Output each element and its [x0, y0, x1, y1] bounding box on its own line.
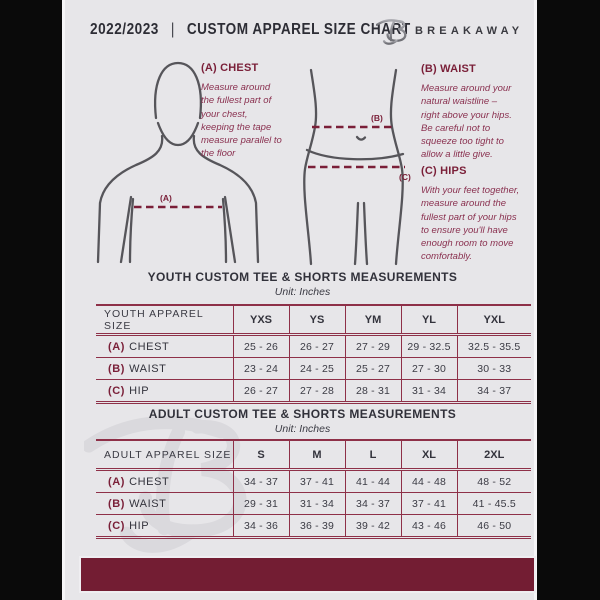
youth-size-table — [96, 304, 531, 404]
hips-line-label: (C) — [399, 172, 411, 182]
waist-hips-figure — [295, 60, 419, 266]
title-separator: | — [170, 21, 175, 38]
measurement-value-cell: 24 - 25 — [289, 358, 345, 380]
size-header-cell: YS — [289, 305, 345, 335]
size-column-header: ADULT APPAREL SIZE — [104, 448, 232, 461]
row-letter-prefix: (C) — [108, 519, 126, 532]
measurement-row — [96, 335, 531, 358]
size-header-cell: YXS — [233, 305, 289, 335]
row-label-cell: (B) WAIST — [108, 497, 167, 510]
chest-text: Measure around the fullest part of your chest, keeping the tape measure parallel to the floor — [201, 82, 282, 160]
measurement-row — [96, 493, 531, 515]
waist-heading: (B) WAIST — [421, 63, 476, 75]
measurement-row — [96, 470, 531, 493]
adult-table-title: ADULT CUSTOM TEE & SHORTS MEASUREMENTS — [148, 407, 457, 421]
youth-table-unit: Unit: Inches — [274, 286, 331, 298]
size-header-cell: 2XL — [457, 440, 531, 470]
measurement-row — [96, 515, 531, 538]
row-label-cell: (C) HIP — [108, 519, 150, 532]
breakaway-b-logo-icon — [376, 14, 408, 48]
chest-instructions — [201, 62, 283, 161]
measurement-value-cell: 37 - 41 — [401, 493, 457, 515]
measurement-value-cell: 32.5 - 35.5 — [457, 335, 531, 358]
chart-sheet — [62, 0, 537, 600]
measurement-value-cell: 34 - 37 — [457, 380, 531, 403]
row-letter-prefix: (A) — [108, 475, 126, 488]
title-year: 2022/2023 — [90, 21, 159, 38]
measurement-value-cell: 26 - 27 — [289, 335, 345, 358]
measurement-value-cell: 36 - 39 — [289, 515, 345, 538]
measurement-row — [96, 380, 531, 403]
size-header-cell: M — [289, 440, 345, 470]
left-black-edge — [0, 0, 62, 600]
row-label-cell: (C) HIP — [108, 384, 150, 397]
row-letter-prefix: (A) — [108, 340, 126, 353]
size-column-header: YOUTH APPAREL SIZE — [104, 307, 204, 332]
chest-line-label: (A) — [160, 193, 172, 203]
size-header-cell: YXL — [457, 305, 531, 335]
measurement-value-cell: 27 - 28 — [289, 380, 345, 403]
row-letter-prefix: (B) — [108, 362, 126, 375]
measurement-value-cell: 25 - 27 — [345, 358, 401, 380]
adult-table-unit: Unit: Inches — [274, 423, 331, 435]
youth-table-title: YOUTH CUSTOM TEE & SHORTS MEASUREMENTS — [147, 270, 458, 284]
hips-text: With your feet together, measure around the fullest part of your hips to ensure you'll have enough room to move comfortably. — [421, 185, 520, 263]
measurement-value-cell: 34 - 37 — [345, 493, 401, 515]
measurement-value-cell: 29 - 32.5 — [401, 335, 457, 358]
adult-size-table — [96, 439, 531, 539]
footer-bar — [79, 556, 536, 593]
measurement-value-cell: 23 - 24 — [233, 358, 289, 380]
chest-heading: (A) CHEST — [201, 62, 259, 74]
size-header-cell: L — [345, 440, 401, 470]
row-letter-prefix: (B) — [108, 497, 126, 510]
waist-instructions — [421, 63, 515, 162]
measurement-value-cell: 44 - 48 — [401, 470, 457, 493]
measurement-value-cell: 25 - 26 — [233, 335, 289, 358]
measurement-value-cell: 41 - 45.5 — [457, 493, 531, 515]
measurement-value-cell: 39 - 42 — [345, 515, 401, 538]
measurement-value-cell: 41 - 44 — [345, 470, 401, 493]
measurement-value-cell: 27 - 30 — [401, 358, 457, 380]
measurement-value-cell: 34 - 36 — [233, 515, 289, 538]
right-black-edge — [537, 0, 600, 600]
measurement-value-cell: 31 - 34 — [289, 493, 345, 515]
row-label-cell: (B) WAIST — [108, 362, 167, 375]
measurement-value-cell: 43 - 46 — [401, 515, 457, 538]
row-label-cell: (A) CHEST — [108, 340, 170, 353]
brand-name: BREAKAWAY — [415, 25, 524, 37]
measurement-row — [96, 358, 531, 380]
measurement-value-cell: 30 - 33 — [457, 358, 531, 380]
row-label-cell: (A) CHEST — [108, 475, 170, 488]
title-text: CUSTOM APPAREL SIZE CHART — [186, 21, 411, 38]
measurement-value-cell: 27 - 29 — [345, 335, 401, 358]
measurement-value-cell: 48 - 52 — [457, 470, 531, 493]
measurement-value-cell: 29 - 31 — [233, 493, 289, 515]
waist-line-label: (B) — [371, 113, 383, 123]
hips-heading: (C) HIPS — [421, 165, 467, 177]
size-header-cell: S — [233, 440, 289, 470]
waist-text: Measure around your natural waistline – right above your hips. Be careful not to squeeze too tight to allow a little give. — [421, 83, 512, 161]
measurement-value-cell: 28 - 31 — [345, 380, 401, 403]
measurement-value-cell: 34 - 37 — [233, 470, 289, 493]
row-letter-prefix: (C) — [108, 384, 126, 397]
size-header-cell: YL — [401, 305, 457, 335]
measurement-value-cell: 31 - 34 — [401, 380, 457, 403]
measurement-value-cell: 46 - 50 — [457, 515, 531, 538]
hips-instructions — [421, 165, 521, 264]
measurement-value-cell: 37 - 41 — [289, 470, 345, 493]
size-header-cell: YM — [345, 305, 401, 335]
measurement-value-cell: 26 - 27 — [233, 380, 289, 403]
brand-lockup — [376, 14, 523, 48]
size-header-cell: XL — [401, 440, 457, 470]
